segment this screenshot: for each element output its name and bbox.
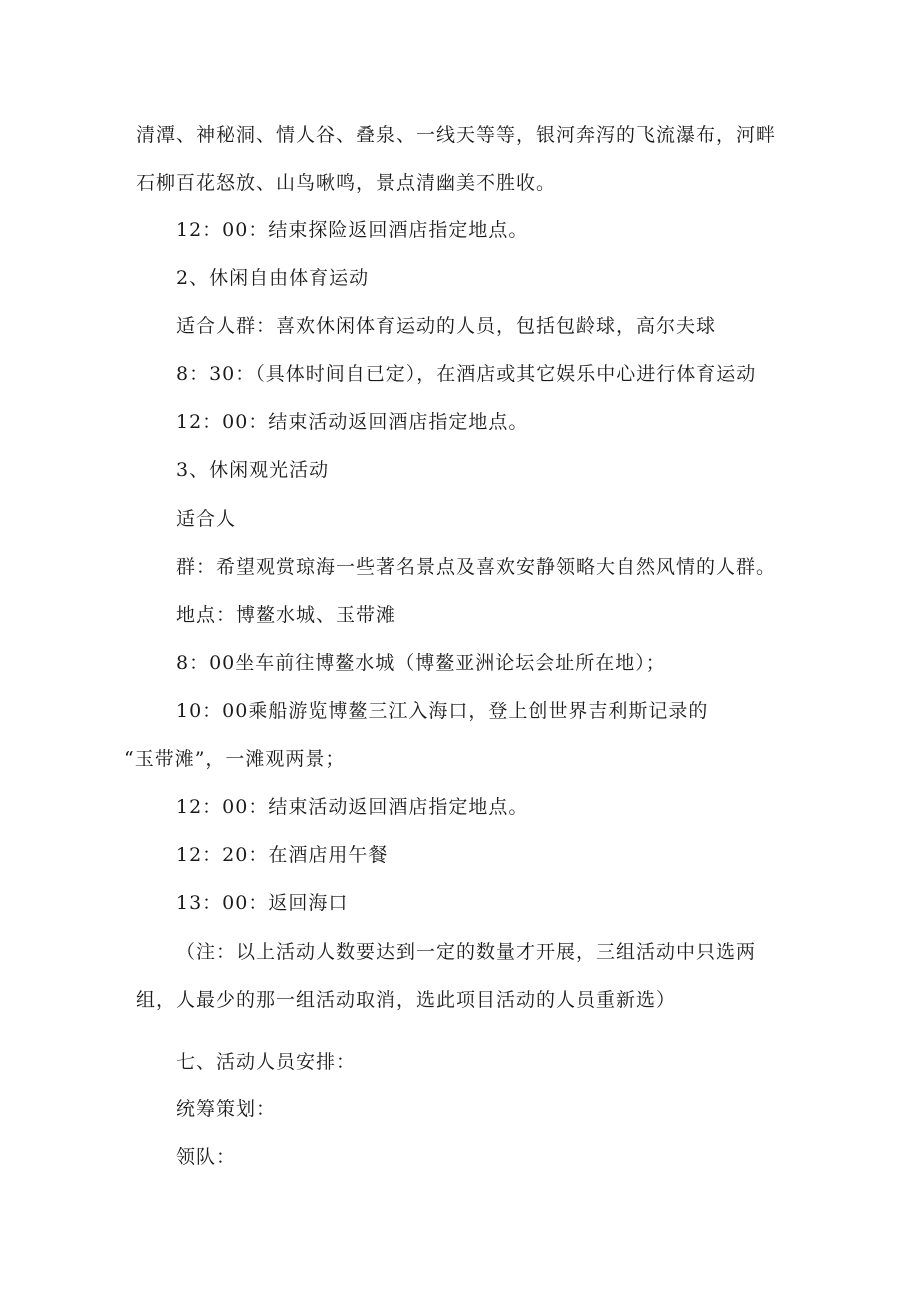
schedule-line: 12：00：结束活动返回酒店指定地点。: [176, 796, 529, 818]
paragraph-line: “玉带滩”，一滩观两景；: [124, 748, 346, 770]
section-heading: 七、活动人员安排：: [176, 1051, 357, 1073]
section-heading: 2、休闲自由体育运动: [176, 267, 370, 289]
schedule-line: 12：00：结束活动返回酒店指定地点。: [176, 411, 529, 433]
section-heading: 3、休闲观光活动: [176, 459, 330, 481]
schedule-line: 13：00：返回海口: [176, 892, 349, 914]
schedule-line: 12：00：结束探险返回酒店指定地点。: [176, 219, 529, 241]
schedule-line: 8：30：（具体时间自已定），在酒店或其它娱乐中心进行体育运动: [176, 363, 757, 385]
schedule-line: 8：00坐车前往博鳌水城（博鳌亚洲论坛会址所在地）；: [176, 652, 666, 674]
note-line: 组，人最少的那一组活动取消，选此项目活动的人员重新选）: [136, 989, 677, 1011]
paragraph-line: 适合人群：喜欢休闲体育运动的人员，包括包龄球，高尔夫球: [176, 315, 717, 337]
schedule-line: 12：20：在酒店用午餐: [176, 844, 389, 866]
paragraph-line: 清潭、神秘洞、情人谷、叠泉、一线天等等，银河奔泻的飞流瀑布，河畔: [136, 124, 777, 146]
paragraph-line: 石柳百花怒放、山鸟啾鸣，景点清幽美不胜收。: [136, 172, 557, 194]
paragraph-line: 适合人: [176, 508, 237, 530]
paragraph-line: 统筹策划：: [176, 1098, 277, 1120]
note-line: （注：以上活动人数要达到一定的数量才开展，三组活动中只选两: [176, 941, 757, 963]
paragraph-line: 群：希望观赏琼海一些著名景点及喜欢安静领略大自然风情的人群。: [176, 556, 777, 578]
paragraph-line: 地点：博鳌水城、玉带滩: [176, 604, 397, 626]
paragraph-line: 领队：: [176, 1146, 237, 1168]
schedule-line: 10：00乘船游览博鳌三江入海口，登上创世界吉利斯记录的: [176, 700, 709, 722]
